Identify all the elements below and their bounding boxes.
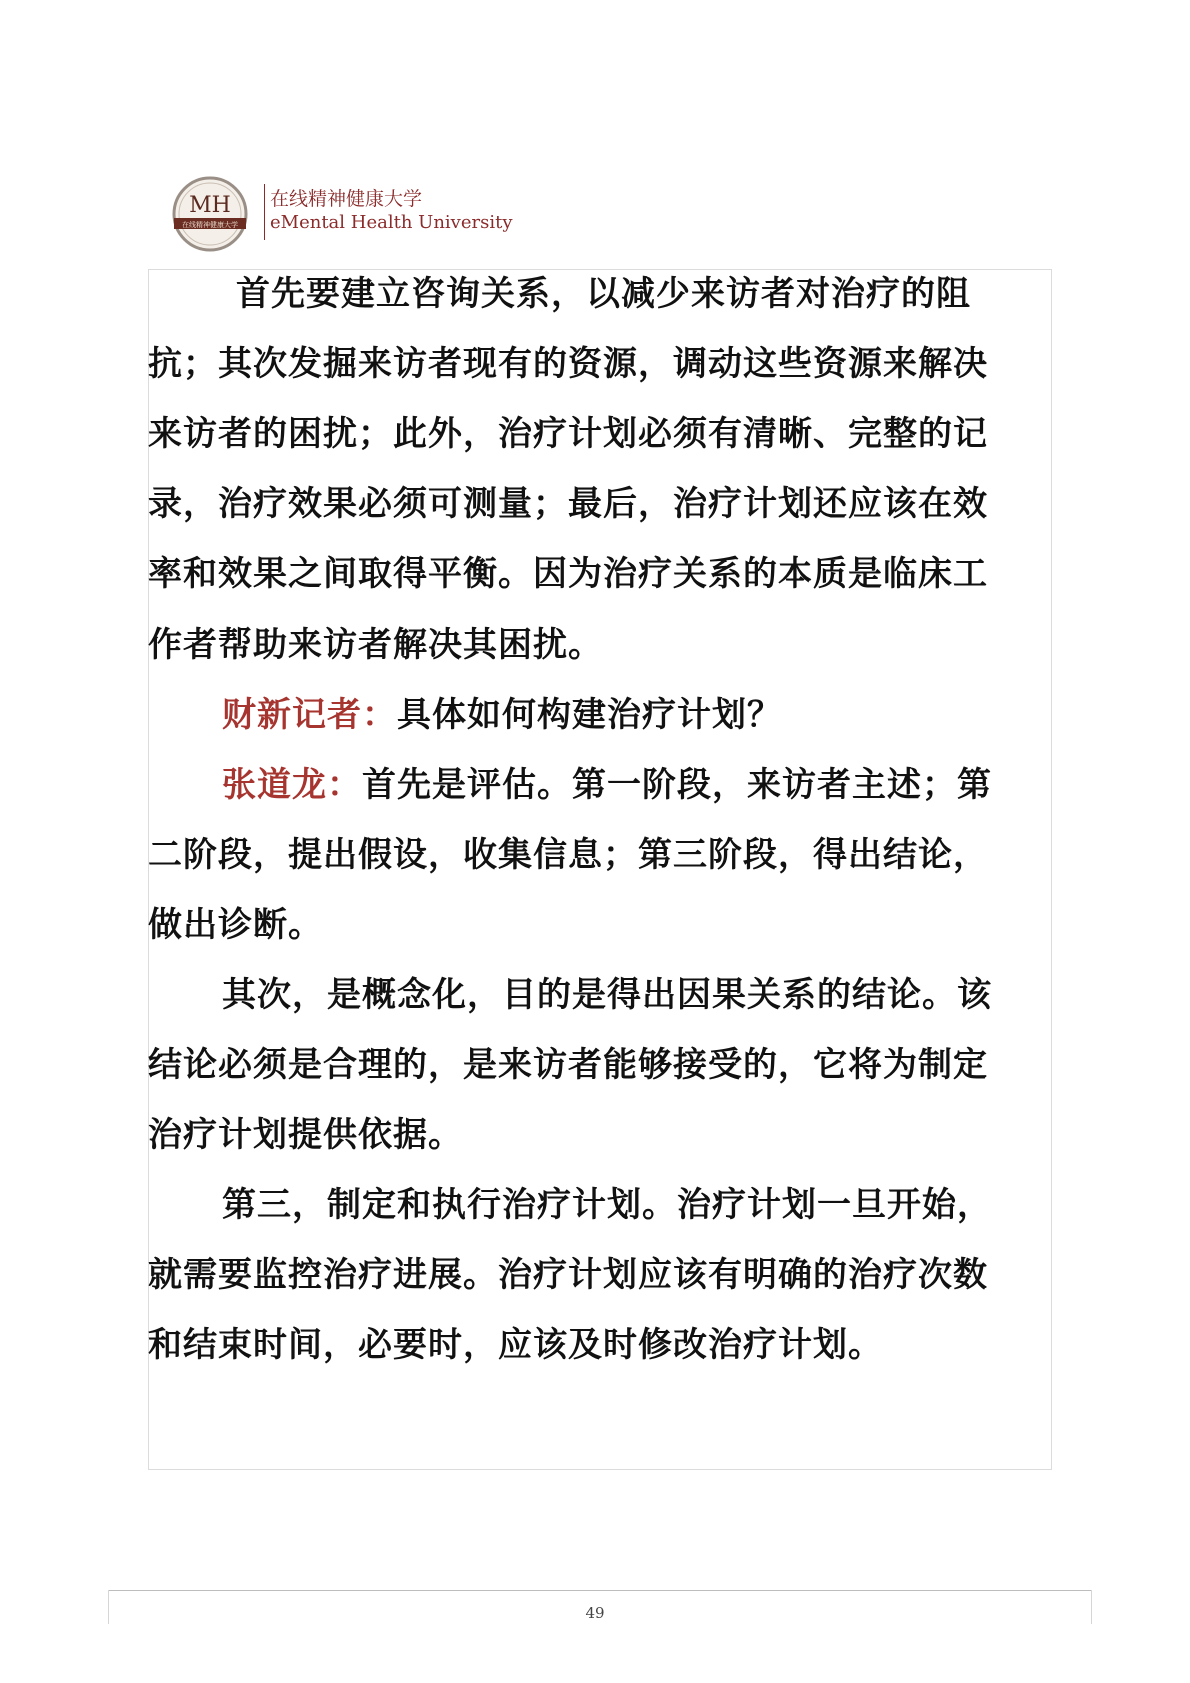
- paragraph-line: 和结束时间，必要时，应该及时修改治疗计划。: [148, 1325, 883, 1365]
- paragraph-line: 做出诊断。: [148, 905, 323, 945]
- interviewer-label: 财新记者：: [222, 695, 397, 735]
- paragraph-line: 其次，是概念化，目的是得出因果关系的结论。该: [222, 975, 992, 1015]
- interviewee-label: 张道龙：: [222, 765, 362, 805]
- university-logo: [170, 174, 250, 254]
- paragraph-line: 二阶段，提出假设，收集信息；第三阶段，得出结论，: [148, 835, 988, 875]
- question-line: [222, 695, 782, 735]
- logo-banner: 在线精神健康大学: [182, 221, 238, 229]
- paragraph-line: 就需要监控治疗进展。治疗计划应该有明确的治疗次数: [148, 1255, 988, 1295]
- university-name-cn: 在线精神健康大学: [270, 188, 423, 210]
- paragraph-line: 结论必须是合理的，是来访者能够接受的，它将为制定: [148, 1045, 988, 1085]
- answer-text: 首先是评估。第一阶段，来访者主述；第: [362, 765, 992, 805]
- page-number: 49: [585, 1604, 605, 1622]
- footer-rule: [108, 1590, 1092, 1591]
- paragraph-line: 首先要建立咨询关系，以减少来访者对治疗的阻: [236, 274, 971, 314]
- paragraph-line: 来访者的困扰；此外，治疗计划必须有清晰、完整的记: [148, 414, 988, 454]
- document-header: [170, 174, 570, 254]
- paragraph-line: 抗；其次发掘来访者现有的资源，调动这些资源来解决: [148, 344, 988, 384]
- paragraph-line: 治疗计划提供依据。: [148, 1115, 463, 1155]
- paragraph-line: 作者帮助来访者解决其困扰。: [148, 625, 603, 665]
- paragraph-line: 率和效果之间取得平衡。因为治疗关系的本质是临床工: [148, 554, 988, 594]
- logo-mark: MH: [189, 193, 231, 218]
- paragraph-line: 录，治疗效果必须可测量；最后，治疗计划还应该在效: [148, 484, 988, 524]
- header-divider: [264, 184, 265, 240]
- answer-line: [222, 765, 992, 805]
- question-text: 具体如何构建治疗计划？: [397, 695, 782, 735]
- university-name-en: eMental Health University: [270, 212, 513, 233]
- paragraph-line: 第三，制定和执行治疗计划。治疗计划一旦开始，: [222, 1185, 992, 1225]
